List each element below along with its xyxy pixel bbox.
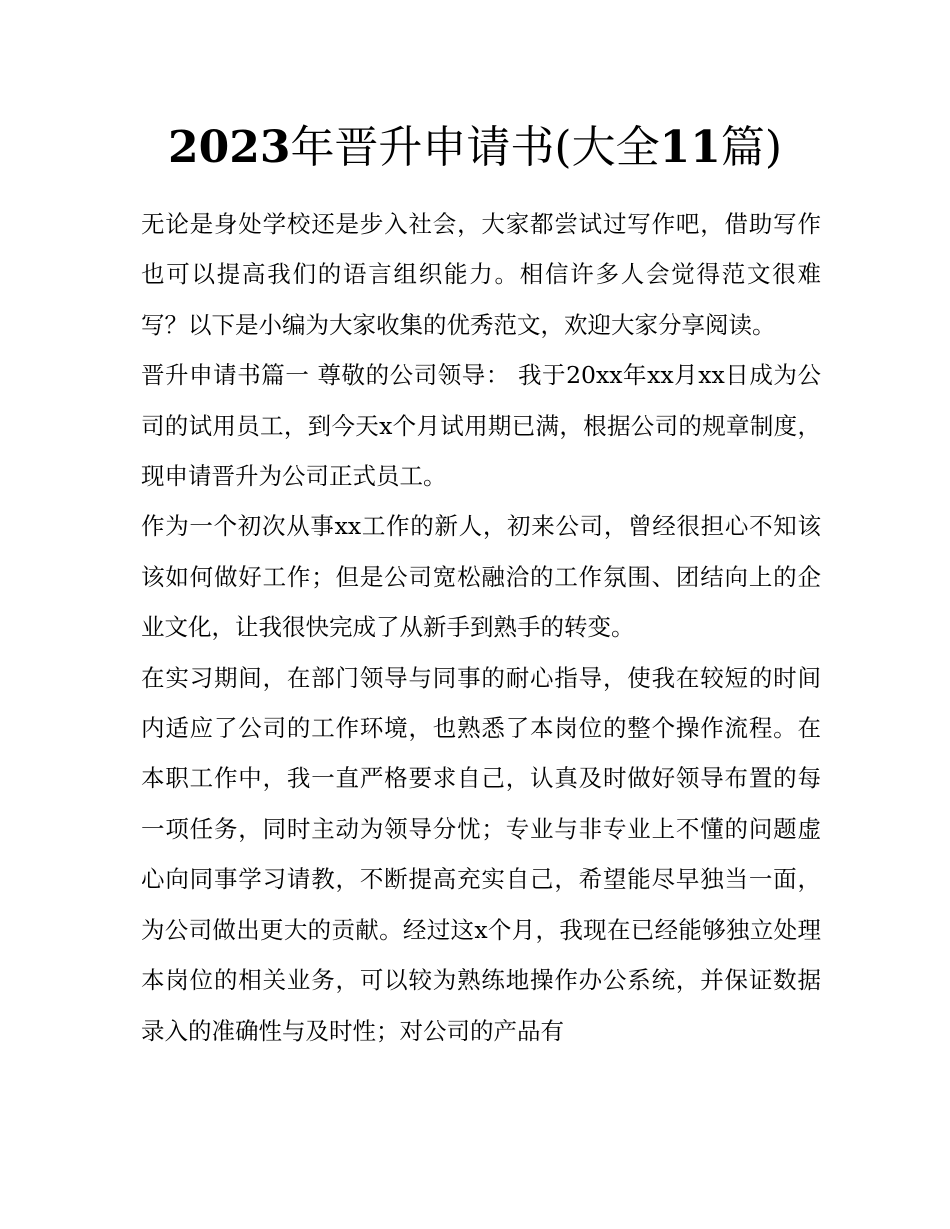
title-year: 2023 — [167, 122, 291, 173]
document-body — [141, 199, 821, 1056]
title-count: 11 — [659, 122, 721, 173]
paragraph-application: 晋升申请书篇一 尊敬的公司领导： 我于20xx年xx月xx日成为公司的试用员工，到今天x个月试用期已满，根据公司的规章制度，现申请晋升为公司正式员工。 — [141, 361, 821, 491]
title-end: 篇) — [720, 122, 783, 173]
document-title — [0, 118, 950, 178]
paragraph-intro: 无论是身处学校还是步入社会，大家都尝试过写作吧，借助写作也可以提高我们的语言组织能力。相信许多人会觉得范文很难写？以下是小编为大家收集的优秀范文，欢迎大家分享阅读。 — [141, 210, 821, 339]
paragraph-newcomer: 作为一个初次从事xx工作的新人，初来公司，曾经很担心不知该该如何做好工作；但是公司宽松融洽的工作氛围、团结向上的企业文化，让我很快完成了从新手到熟手的转变。 — [141, 512, 821, 642]
title-middle: 年晋升申请书(大全 — [290, 122, 660, 173]
paragraph-internship: 在实习期间，在部门领导与同事的耐心指导，使我在较短的时间内适应了公司的工作环境，也熟悉了本岗位的整个操作流程。在本职工作中，我一直严格要求自己，认真及时做好领导布置的每一项任务，同时主动为领导分忧；专业与非专业上不懂的问题虚心向同事学习请教，不断提高充实自己，希望能尽早独当一面，为公司做出更大的贡献。经过这x个月，我现在已经能够独立处理本岗位的相关业务，可以较为熟练地操作办公系统，并保证数据录入的准确性与及时性；对公司的产品有 — [141, 663, 821, 1045]
